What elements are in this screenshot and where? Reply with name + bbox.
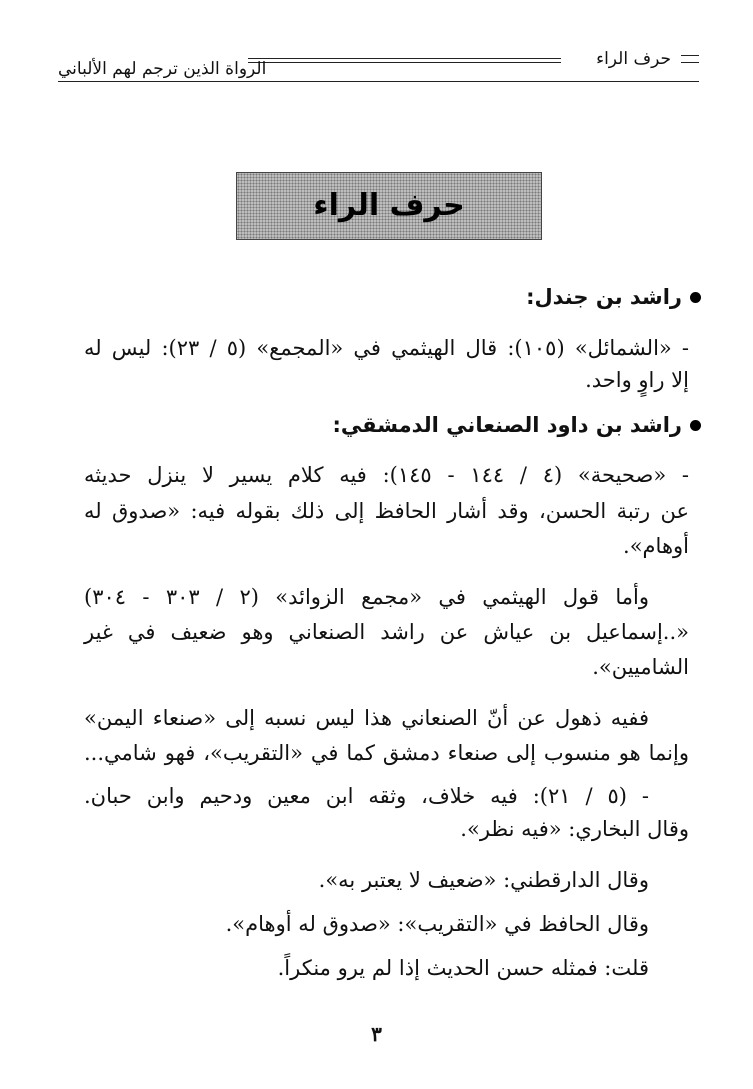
text-line: وإنما هو منسوب إلى صنعاء دمشق كما في «التقريب»، فهو شامي... — [84, 741, 689, 765]
header-book-title: الرواة الذين ترجم لهم الألباني — [58, 59, 267, 79]
text-line: «..إسماعيل بن عياش عن راشد الصنعاني وهو ضعيف في غير — [84, 620, 689, 644]
entry-name: راشد بن جندل: — [526, 285, 682, 309]
entry-name: راشد بن داود الصنعاني الدمشقي: — [332, 413, 682, 437]
page-number: ٣ — [371, 1022, 382, 1046]
text-line: ففيه ذهول عن أنّ الصنعاني هذا ليس نسبه إلى «صنعاء اليمن» — [84, 706, 649, 730]
text-line: أوهام». — [623, 534, 689, 558]
text-line: إلا راوٍ واحد. — [585, 368, 689, 392]
header-section-title: حرف الراء — [596, 49, 671, 69]
chapter-title-box — [236, 172, 542, 240]
text-line: - «الشمائل» (١٠٥): قال الهيثمي في «المجمع» (٥ / ٢٣): ليس له — [84, 336, 690, 360]
bullet-icon — [690, 420, 701, 431]
header-ornament — [681, 55, 699, 63]
bullet-icon — [690, 292, 701, 303]
running-header — [58, 48, 699, 84]
text-line: وقال البخاري: «فيه نظر». — [460, 817, 689, 841]
header-underline — [58, 81, 699, 82]
entry-heading — [526, 283, 701, 311]
text-line: وقال الدارقطني: «ضعيف لا يعتبر به». — [318, 868, 649, 892]
text-line: - (٥ / ٢١): فيه خلاف، وثقه ابن معين ودحيم وابن حبان. — [84, 784, 649, 808]
text-line: قلت: فمثله حسن الحديث إذا لم يرو منكراً. — [277, 956, 649, 980]
entry-heading — [333, 411, 701, 439]
text-line: - «صحيحة» (٤ / ١٤٤ - ١٤٥): فيه كلام يسير لا ينزل حديثه — [84, 463, 690, 487]
chapter-title: حرف الراء — [313, 188, 465, 223]
text-line: وقال الحافظ في «التقريب»: «صدوق له أوهام». — [225, 912, 649, 936]
text-line: وأما قول الهيثمي في «مجمع الزوائد» (٢ / ٣٠٣ - ٣٠٤) — [84, 585, 649, 609]
text-line: عن رتبة الحسن، وقد أشار الحافظ إلى ذلك بقوله فيه: «صدوق له — [84, 499, 689, 523]
text-line: الشاميين». — [592, 655, 689, 679]
header-double-rule — [248, 58, 561, 63]
